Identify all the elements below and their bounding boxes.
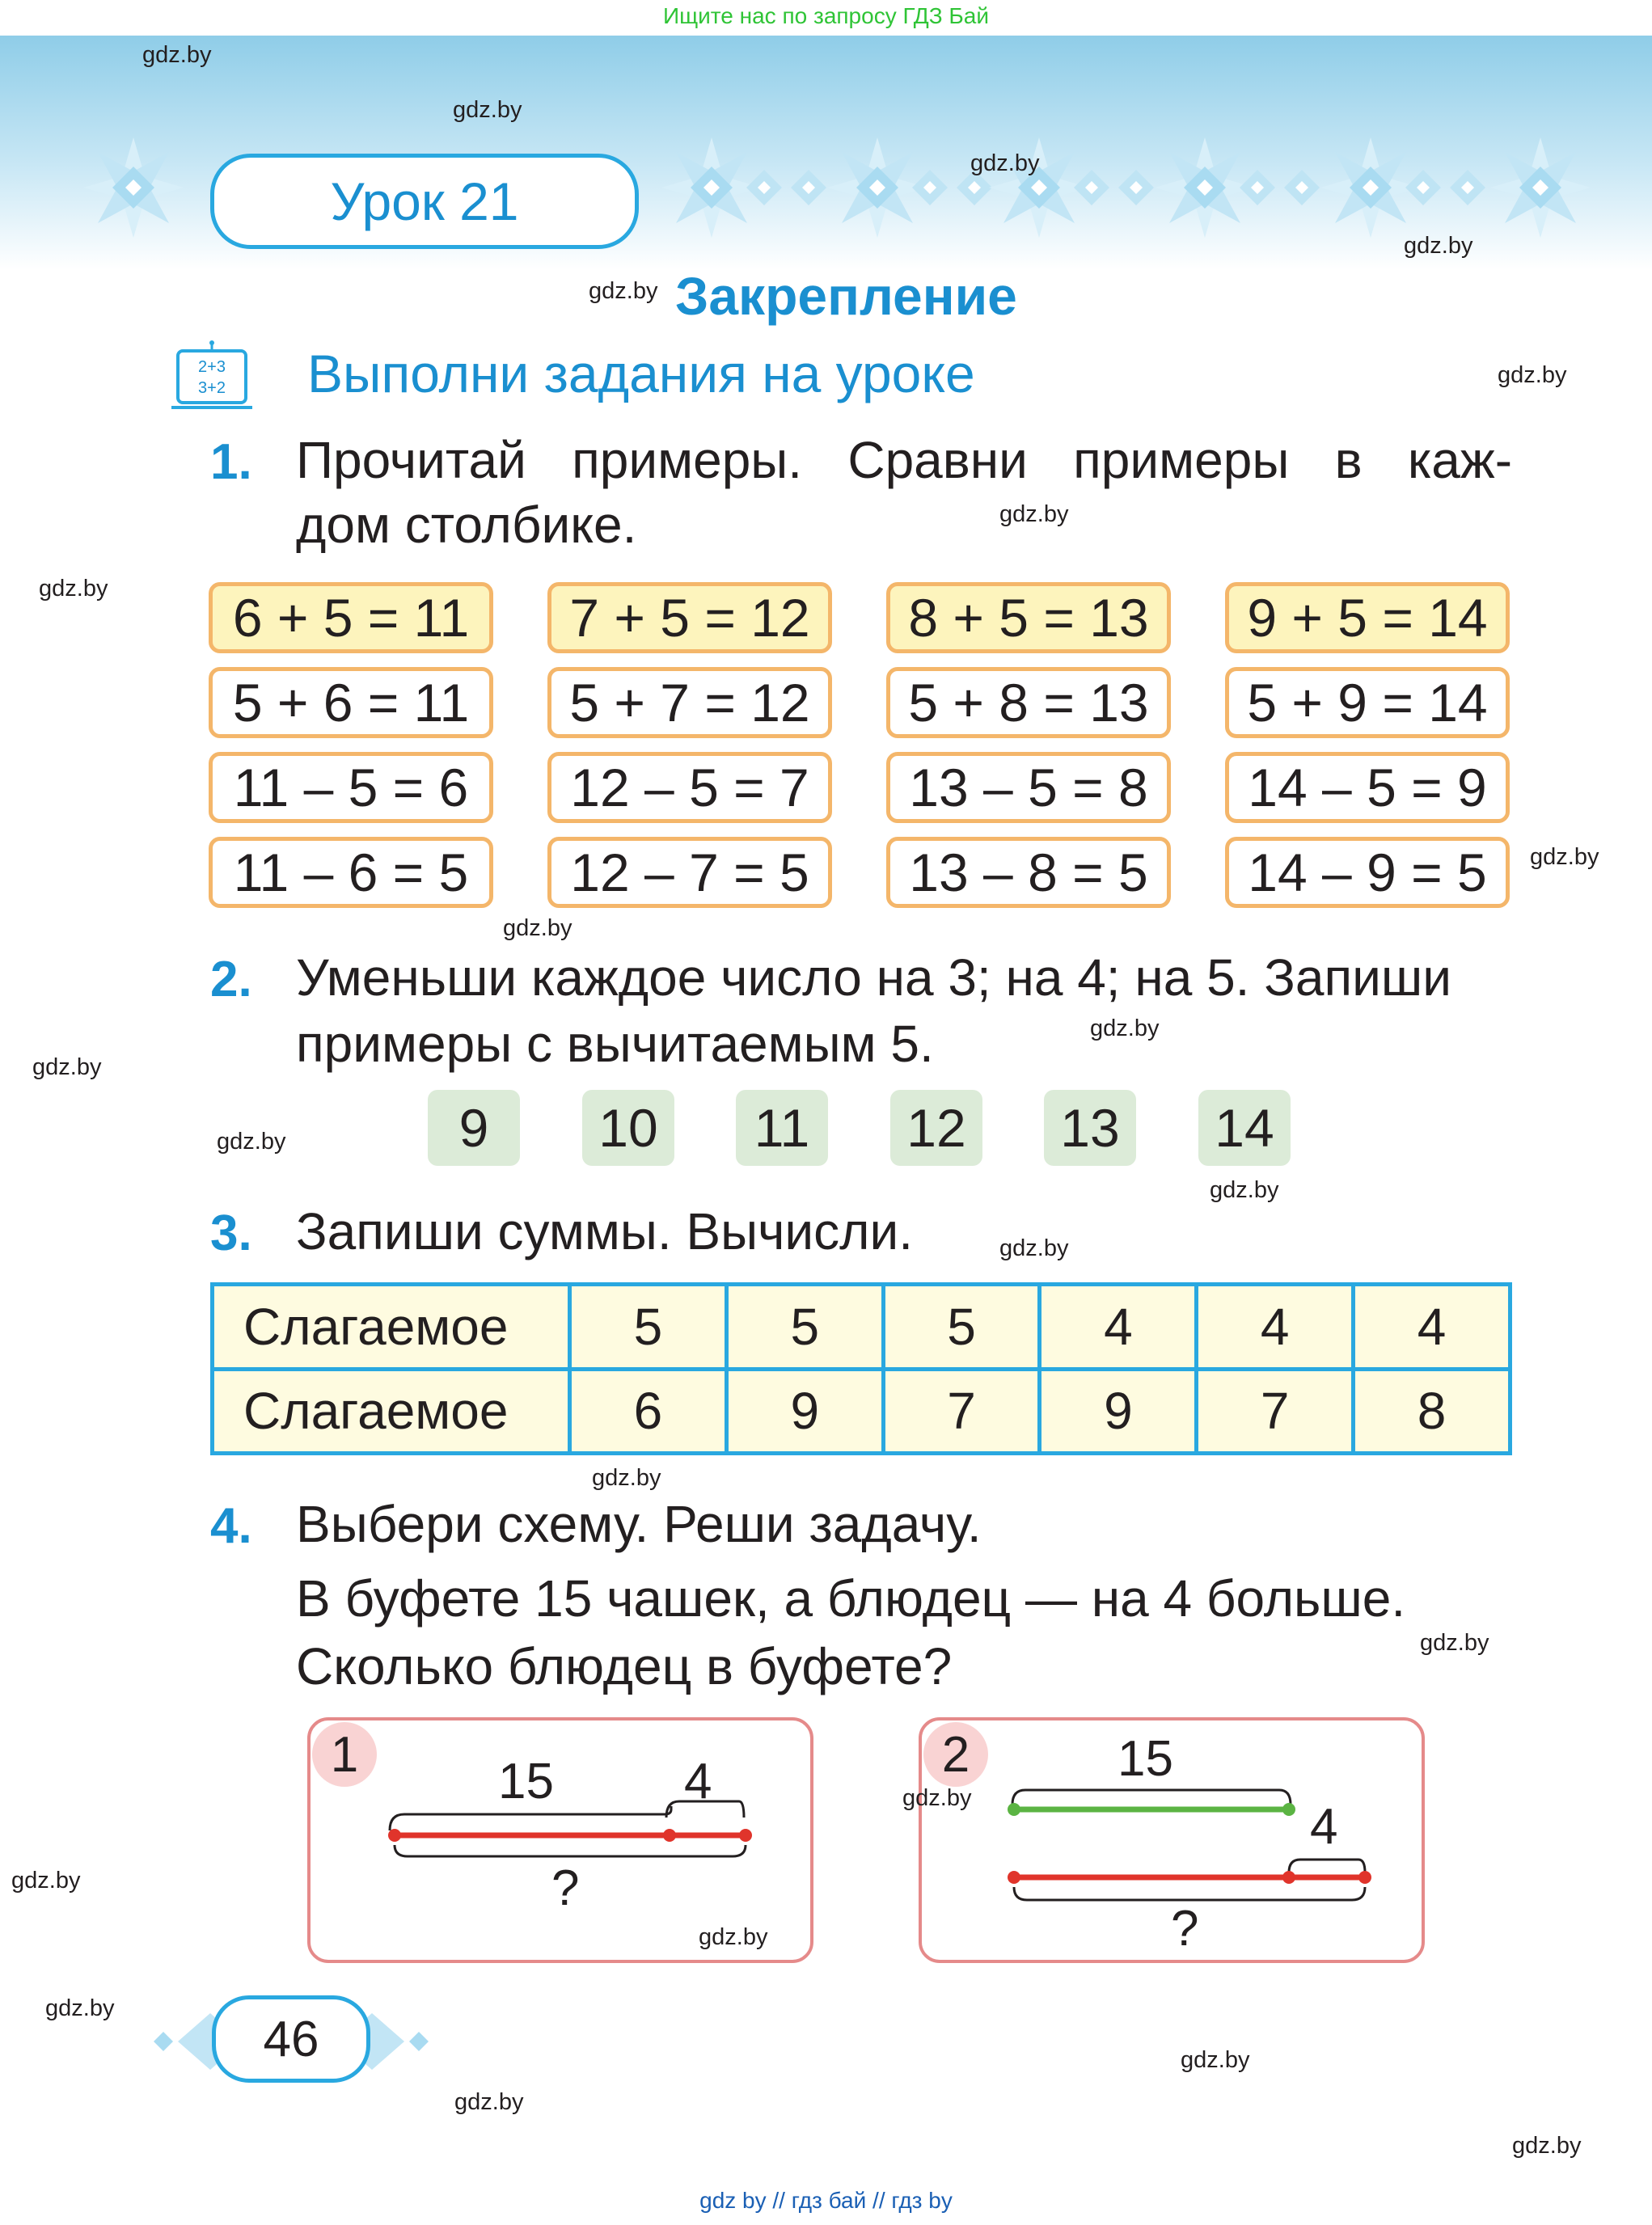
equation: 5 + 7 = 12 xyxy=(547,667,832,738)
watermark: gdz.by xyxy=(1090,1015,1160,1041)
table-cell: 9 xyxy=(726,1369,883,1454)
task4-line1: Выбери схему. Реши задачу. xyxy=(296,1495,982,1553)
table-row xyxy=(213,1285,1510,1370)
equation: 14 – 5 = 9 xyxy=(1225,752,1510,823)
scheme-2-badge: 2 xyxy=(923,1722,988,1787)
task4-line3: Сколько блюдец в буфете? xyxy=(296,1637,953,1695)
watermark: gdz.by xyxy=(454,2089,524,2115)
equation: 9 + 5 = 14 xyxy=(1225,582,1510,653)
subtitle: Выполни задания на уроке xyxy=(307,344,975,403)
watermark: gdz.by xyxy=(902,1785,972,1811)
scheme-2[interactable] xyxy=(919,1717,1425,1963)
board-icon xyxy=(171,340,252,412)
scheme-1-label-4: 4 xyxy=(684,1754,712,1809)
watermark: gdz.by xyxy=(503,915,572,941)
task4-number: 4. xyxy=(210,1498,252,1554)
watermark: gdz.by xyxy=(592,1465,661,1491)
equation: 13 – 8 = 5 xyxy=(886,837,1171,908)
equation: 12 – 5 = 7 xyxy=(547,752,832,823)
table-cell: 9 xyxy=(1040,1369,1197,1454)
watermark: gdz.by xyxy=(1420,1630,1489,1656)
sum-table xyxy=(210,1282,1512,1455)
watermark: gdz.by xyxy=(589,278,658,304)
equation: 5 + 6 = 11 xyxy=(209,667,493,738)
watermark: gdz.by xyxy=(217,1129,286,1155)
table-cell: 4 xyxy=(1354,1285,1510,1370)
watermark: gdz.by xyxy=(970,150,1040,176)
scheme-1-question: ? xyxy=(551,1860,580,1916)
equation: 5 + 9 = 14 xyxy=(1225,667,1510,738)
task3-text: Запиши суммы. Вычисли. xyxy=(296,1202,914,1260)
number-card: 10 xyxy=(582,1090,674,1166)
table-cell: 6 xyxy=(570,1369,727,1454)
watermark: gdz.by xyxy=(32,1054,102,1080)
scheme-2-label-4: 4 xyxy=(1310,1799,1338,1855)
scheme-2-label-15: 15 xyxy=(1118,1731,1173,1787)
equation: 5 + 8 = 13 xyxy=(886,667,1171,738)
task2-number: 2. xyxy=(210,952,252,1007)
table-cell: 5 xyxy=(726,1285,883,1370)
number-card: 12 xyxy=(890,1090,982,1166)
row-label: Слагаемое xyxy=(213,1285,570,1370)
watermark: gdz.by xyxy=(699,1924,768,1950)
watermark: gdz.by xyxy=(1181,2047,1250,2073)
scheme-1-badge: 1 xyxy=(312,1722,377,1787)
watermark: gdz.by xyxy=(1498,362,1567,388)
scheme-1-label-15: 15 xyxy=(498,1754,554,1809)
watermark: gdz.by xyxy=(1512,2133,1582,2159)
section-title: Закрепление xyxy=(675,266,1017,326)
equation: 14 – 9 = 5 xyxy=(1225,837,1510,908)
watermark: gdz.by xyxy=(1530,844,1599,870)
number-card: 14 xyxy=(1198,1090,1291,1166)
watermark: gdz.by xyxy=(453,97,522,123)
number-card: 9 xyxy=(428,1090,520,1166)
equation: 12 – 7 = 5 xyxy=(547,837,832,908)
table-cell: 7 xyxy=(883,1369,1040,1454)
watermark: gdz.by xyxy=(1210,1177,1279,1203)
row-label: Слагаемое xyxy=(213,1369,570,1454)
number-card: 11 xyxy=(736,1090,828,1166)
watermark: gdz.by xyxy=(45,1995,115,2021)
lesson-title: Урок 21 xyxy=(210,154,639,249)
table-cell: 5 xyxy=(570,1285,727,1370)
table-cell: 4 xyxy=(1197,1285,1354,1370)
task1-line2: дом столбике. xyxy=(296,496,637,554)
table-cell: 5 xyxy=(883,1285,1040,1370)
task1-number: 1. xyxy=(210,434,252,490)
equation: 11 – 5 = 6 xyxy=(209,752,493,823)
equation: 13 – 5 = 8 xyxy=(886,752,1171,823)
table-cell: 4 xyxy=(1040,1285,1197,1370)
task2-line1: Уменьши каждое число на 3; на 4; на 5. Запиши xyxy=(296,948,1451,1007)
top-note: Ищите нас по запросу ГДЗ Бай xyxy=(662,3,990,28)
task1-line1: Прочитай примеры. Сравни примеры в каж- xyxy=(296,431,1512,489)
watermark: gdz.by xyxy=(11,1868,81,1894)
number-card: 13 xyxy=(1044,1090,1136,1166)
watermark: gdz.by xyxy=(1404,233,1473,259)
watermark: gdz.by xyxy=(999,1235,1069,1261)
board-icon-line2: 3+2 xyxy=(198,379,226,397)
task4-line2: В буфете 15 чашек, а блюдец — на 4 больше. xyxy=(296,1569,1406,1628)
board-icon-line1: 2+3 xyxy=(198,358,226,376)
table-cell: 8 xyxy=(1354,1369,1510,1454)
equation: 6 + 5 = 11 xyxy=(209,582,493,653)
equation: 11 – 6 = 5 xyxy=(209,837,493,908)
footer-note: gdz by // гдз бай // гдз by xyxy=(699,2188,953,2213)
page-number: 46 xyxy=(212,1995,370,2083)
equation: 7 + 5 = 12 xyxy=(547,582,832,653)
watermark: gdz.by xyxy=(999,501,1069,527)
table-row xyxy=(213,1369,1510,1454)
task3-number: 3. xyxy=(210,1205,252,1261)
watermark: gdz.by xyxy=(39,576,108,602)
equation: 8 + 5 = 13 xyxy=(886,582,1171,653)
watermark: gdz.by xyxy=(142,42,212,68)
table-cell: 7 xyxy=(1197,1369,1354,1454)
scheme-2-question: ? xyxy=(1171,1901,1199,1957)
task2-line2: примеры с вычитаемым 5. xyxy=(296,1015,934,1073)
